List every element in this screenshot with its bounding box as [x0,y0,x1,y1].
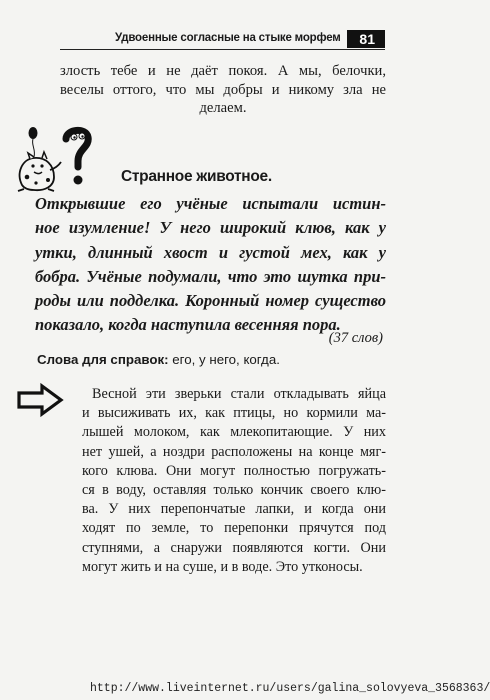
text-line: ва. У них перепончатые лапки, и когда они [82,501,386,518]
text-line: утки, длинный хвост и густой мех, как у [35,242,386,262]
dictation-text [35,192,386,338]
continued-paragraph [60,62,386,118]
text-line: ступнями, а снаружи появляются когти. Они [82,539,386,556]
text-line: показало, когда наступила весенняя пора. [35,315,341,335]
reference-words-label: Слова для справок: [37,352,169,367]
source-url: http://www.liveinternet.ru/users/galina_solovyeva_3568363/ [90,682,490,695]
text-line: лышей молоком, как млекопитающие. У них [82,424,386,441]
text-line: и высиживать их, как птицы, но кормили ма- [82,405,386,422]
text-line: ное изумление! У него широкий клюв, как у [35,218,386,238]
text-line: бобра. Учёные подумали, что это шутка при- [35,266,386,286]
text-line: делаем. [199,100,247,117]
header-rule [60,49,385,50]
reference-words-list: его, у него, когда. [172,352,280,367]
text-line: Весной эти зверьки стали откладывать яйца [92,386,386,402]
reading-text [82,385,386,577]
reference-words [37,352,280,367]
right-arrow-outline-icon [16,383,66,417]
thinking-animal-with-balloon-and-question-mark-icon [14,125,99,193]
text-line: веселы оттого, что мы добры и никому зла не [60,81,386,98]
text-line: Открывшие его учёные испытали истин- [35,194,386,213]
text-line: роды или подделка. Коронный номер существо [35,291,386,311]
text-line: нет ушей, а ноздри расположены на конце мяг- [82,443,386,460]
word-count: (37 слов) [328,330,383,346]
text-line: ся в воду, оставляя только кончик своего клю- [82,482,386,499]
text-line: ходят по земле, то перепонки прячутся под [82,520,386,537]
page-header [60,30,385,48]
text-line: могут жить и на суше, и в воде. Это утконосы. [82,558,363,575]
running-head-title: Удвоенные согласные на стыке морфем [115,32,341,44]
page-number: 81 [347,30,385,48]
text-line: кого клюва. Они могут полностью погружать- [82,462,386,479]
text-line: злость тебе и не даёт покоя. А мы, белочки, [60,63,386,79]
exercise-title: Странное животное. [121,168,272,185]
